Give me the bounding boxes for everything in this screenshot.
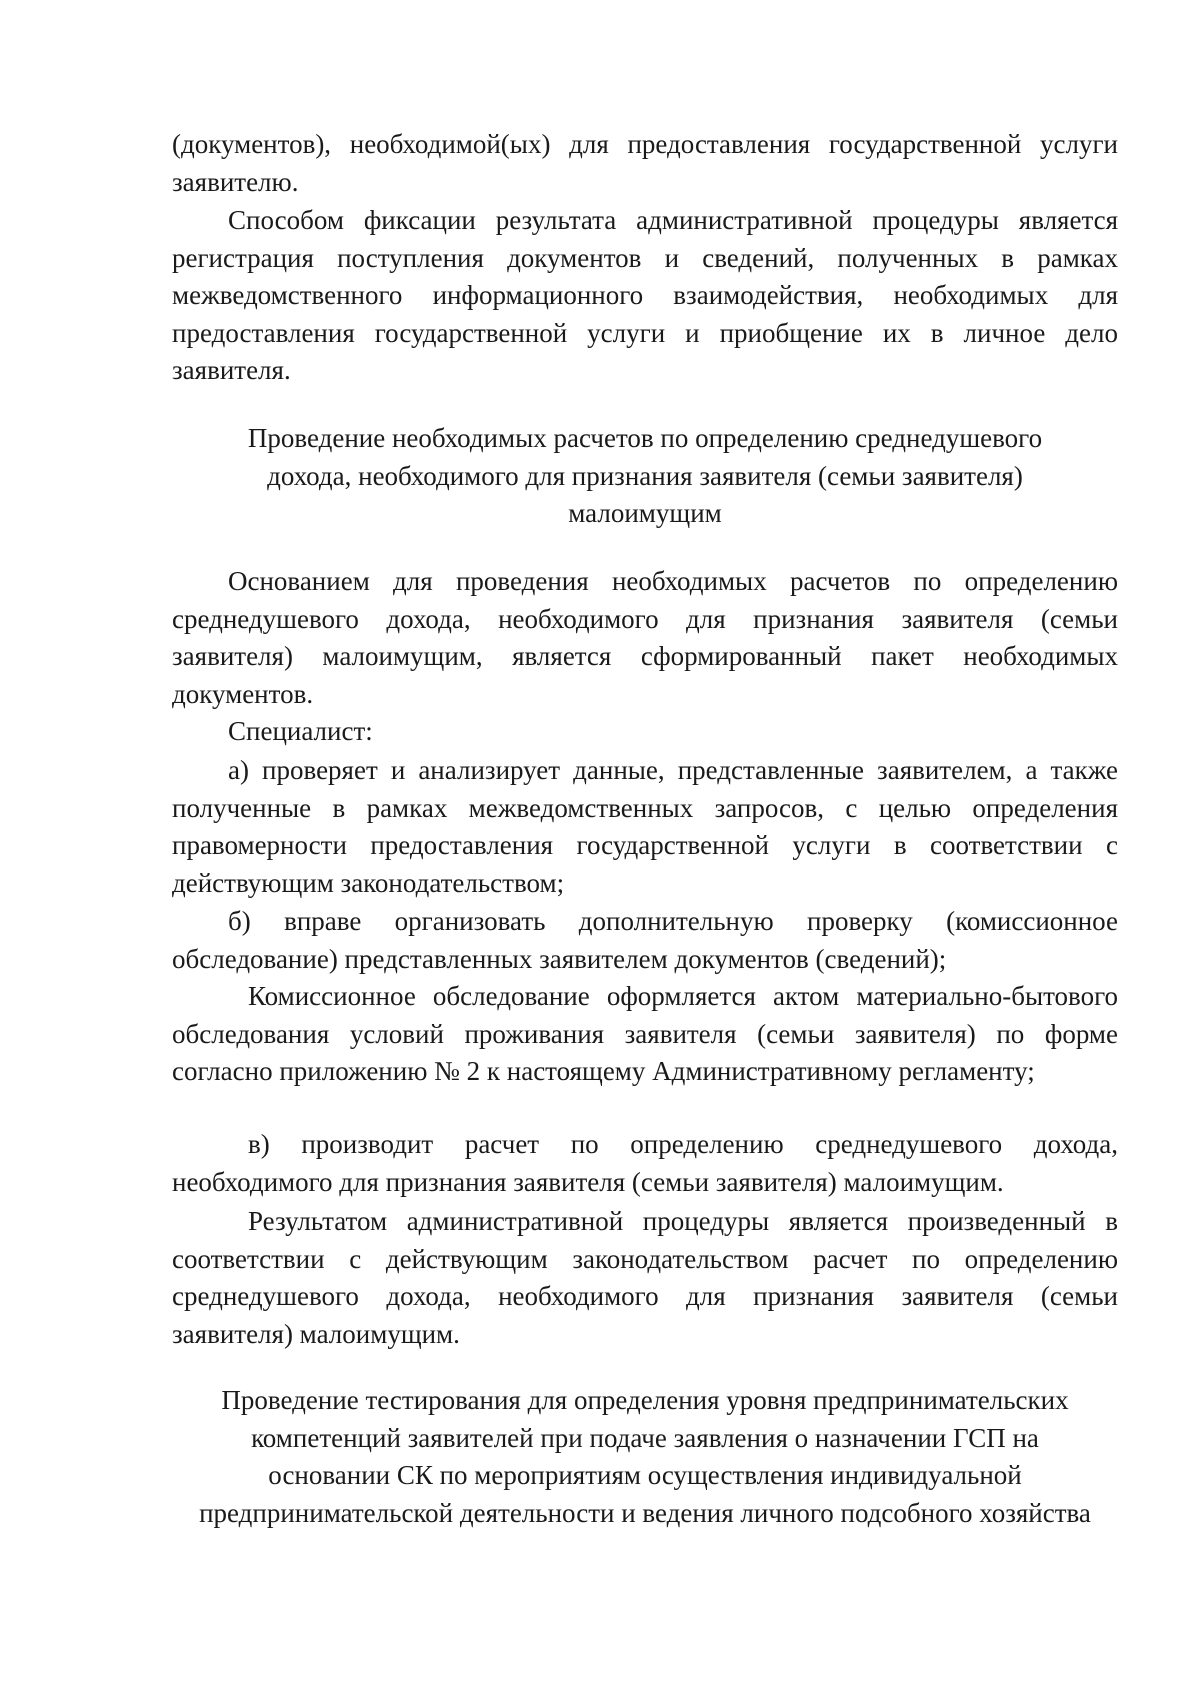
- heading-line: дохода, необходимого для признания заявителя (семьи заявителя): [267, 460, 1023, 491]
- paragraph-result: Результатом административной процедуры является произведенный в соответствии с действующим законодательством расчет по определению среднедушевого дохода, необходимого для признания заявителя (семьи заявителя) малоимущим.: [172, 1206, 1118, 1349]
- heading-line: Проведение необходимых расчетов по определению среднедушевого: [247, 423, 1043, 453]
- section-heading-calculations: [172, 420, 1118, 533]
- heading-line: Проведение тестирования для определения уровня предпринимательских: [221, 1385, 1069, 1415]
- heading-line: основании СК по мероприятиям осуществления индивидуальной: [268, 1460, 1022, 1490]
- paragraph-fixation-method: Способом фиксации результата административной процедуры является регистрация поступления документов и сведений, полученных в рамках межведомственного информационного взаимодействия, необходимых для предоставления государственной услуги и приобщение их в личное дело заявителя.: [172, 205, 1118, 385]
- paragraph-continuation: (документов), необходимой(ых) для предоставления государственной услуги заявителю.: [172, 129, 1118, 197]
- paragraph-commission: Комиссионное обследование оформляется актом материально-бытового обследования условий проживания заявителя (семьи заявителя) по форме согласно приложению № 2 к настоящему Административному регламенту;: [172, 981, 1118, 1086]
- heading-line: предпринимательской деятельности и ведения личного подсобного хозяйства: [199, 1497, 1091, 1528]
- paragraph-specialist: Специалист:: [228, 716, 373, 746]
- heading-line: малоимущим: [568, 498, 722, 528]
- list-item-b: б) вправе организовать дополнительную проверку (комиссионное обследование) представленных заявителем документов (сведений);: [172, 906, 1118, 974]
- section-heading-testing: [160, 1382, 1130, 1532]
- list-item-c: в) производит расчет по определению среднедушевого дохода, необходимого для признания заявителя (семьи заявителя) малоимущим.: [172, 1129, 1118, 1197]
- paragraph-basis: Основанием для проведения необходимых расчетов по определению среднедушевого дохода, необходимого для признания заявителя (семьи заявителя) малоимущим, является сформированный пакет необходимых документов.: [172, 566, 1118, 709]
- heading-line: компетенций заявителей при подаче заявления о назначении ГСП на: [251, 1422, 1039, 1453]
- list-item-a: а) проверяет и анализирует данные, представленные заявителем, а также полученные в рамках межведомственных запросов, с целью определения правомерности предоставления государственной услуги в соответствии с действующим законодательством;: [172, 755, 1118, 898]
